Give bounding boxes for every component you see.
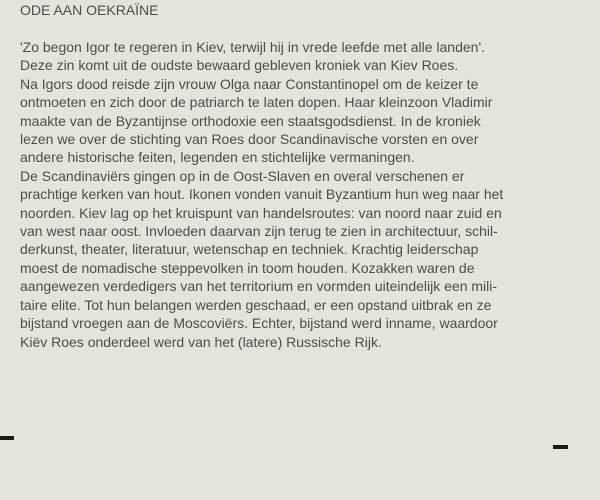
text-line: derkunst, theater, literatuur, wetenschap en techniek. Krachtig leiderschap (20, 241, 479, 258)
document-page (20, 0, 560, 351)
text-line: ontmoeten en zich door de patriarch te laten dopen. Haar kleinzoon Vladimir (20, 94, 493, 111)
text-line: noorden. Kiev lag op het kruispunt van handelsroutes: van noord naar zuid en (20, 204, 502, 221)
text-line: bijstand vroegen aan de Moscoviërs. Echter, bijstand werd inname, waardoor (20, 315, 498, 332)
text-line: van west naar oost. Invloeden daarvan zijn terug te zien in architectuur, schil- (20, 223, 498, 240)
document-title: ODE AAN OEKRAÏNE (20, 2, 159, 18)
crop-mark-left (0, 436, 14, 440)
text-line: De Scandinaviërs gingen op in de Oost-Slaven en overal verschenen er (20, 167, 465, 184)
text-line: 'Zo begon Igor te regeren in Kiev, terwijl hij in vrede leefde met alle landen'. (20, 39, 486, 55)
text-line: Na Igors dood reisde zijn vrouw Olga naar Constantinopel om de keizer te (20, 75, 479, 92)
text-line: Deze zin komt uit de oudste bewaard gebleven kroniek van Kiev Roes. (20, 57, 459, 74)
text-line: lezen we over de stichting van Roes door Scandinavische vorsten en over (20, 131, 479, 148)
document-body (20, 38, 560, 351)
text-line: moest de nomadische steppevolken in toom houden. Kozakken waren de (20, 259, 475, 276)
crop-mark-right (553, 445, 568, 449)
text-line: andere historische feiten, legenden en stichtelijke vermaningen. (20, 149, 415, 166)
text-line: maakte van de Byzantijnse orthodoxie een staatsgodsdienst. In de kroniek (20, 112, 481, 129)
text-line: Kiëv Roes onderdeel werd van het (latere) Russische Rijk. (20, 333, 382, 350)
text-line: aangewezen verdedigers van het territorium en vormden uiteindelijk een mili- (20, 278, 498, 295)
text-line: taire elite. Tot hun belangen werden geschaad, er een opstand uitbrak en ze (20, 296, 492, 313)
text-line: prachtige kerken van hout. Ikonen vonden vanuit Byzantium hun weg naar het (20, 186, 504, 203)
